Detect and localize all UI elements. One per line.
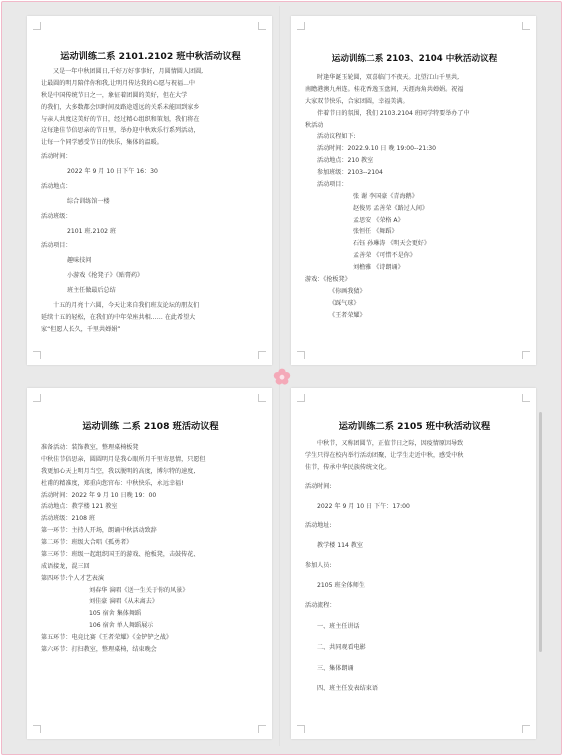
game-item: 《王者荣耀》 <box>329 311 366 319</box>
margin-corner-mark <box>33 394 41 402</box>
field-line: 参加班级：2103--2104 <box>317 169 383 176</box>
list-item: 班主任做最后总结 <box>67 287 116 294</box>
document-page-1[interactable] <box>27 16 272 365</box>
page-title: 运动训练 二系 2108 班活动议程 <box>82 421 219 432</box>
flow-step: 三、集体朗诵 <box>317 664 354 672</box>
document-page-2[interactable] <box>291 16 536 365</box>
text-line: 时逢华诞玉轮圆，双喜临门不夜天。北望江山千里共, <box>317 74 460 81</box>
field-label: 活动地点： <box>41 182 72 190</box>
text-line: 南瞻港澳九州连。桂花香逸玉盘间，天涯海角共婵娟。祝福 <box>305 85 464 93</box>
program-item: 刘橹雅 《诗朗诵》 <box>353 264 404 271</box>
text-line: 秋活动 <box>305 121 324 129</box>
text-line: 大家双节快乐，合家团圆，幸福美满。 <box>305 97 409 105</box>
margin-corner-mark <box>258 394 266 402</box>
text-line: 秋是中国传统节日之一，象征着团圆的美好，但在大学 <box>41 91 188 99</box>
text-line: 佳节，传承中华民族传统文化。 <box>305 463 391 471</box>
margin-corner-mark <box>522 394 530 402</box>
margin-corner-mark <box>258 22 266 30</box>
text-line: 准备活动：装饰教室，整理桌椅板凳 <box>41 444 139 451</box>
text-line: 杜甫的精准度，郑重向您官布：中秋快乐，永远幸福! <box>41 479 184 487</box>
margin-corner-mark <box>522 22 530 30</box>
performance-item: 105 宿舍 集体舞蹈 <box>89 610 142 618</box>
field-label: 参加人员: <box>305 562 332 570</box>
field-line: 活动班级：2108 班 <box>41 515 96 523</box>
field-line: 活动地点：210 教室 <box>317 157 374 165</box>
text-line: 让每一个同学感受节日的快乐，集体的温暖。 <box>41 139 163 147</box>
flow-step: 四、班主任发表结束语 <box>317 685 378 693</box>
text-line: 学生只得在校内举行活动团聚，让学生走近中秋，感受中秋 <box>305 451 464 459</box>
margin-corner-mark <box>33 351 41 359</box>
margin-corner-mark <box>33 725 41 733</box>
program-item: 张恒任 《舞蹈》 <box>353 228 398 236</box>
document-page-3[interactable] <box>27 388 272 739</box>
document-page-4[interactable] <box>291 388 536 739</box>
program-item: 石钰 孙琳涛 《明天会更好》 <box>353 240 430 248</box>
flow-step: 二、共同观看电影 <box>317 643 366 651</box>
program-item: 张 谢 李国豪《青海鹅》 <box>353 192 418 200</box>
page-title: 运动训练二系 2101.2102 班中秋活动议程 <box>60 51 241 62</box>
performance-item: 106 宿舍 单人舞蹈展示 <box>89 622 154 630</box>
field-label: 活动流程： <box>305 601 336 609</box>
field-label: 活动时间： <box>41 153 72 161</box>
margin-corner-mark <box>297 351 305 359</box>
program-item: 孟善荣 《可惜不是你》 <box>353 252 416 260</box>
margin-corner-mark <box>258 725 266 733</box>
field-line: 活动时间：2022.9.10 日 晚 19:00--21:30 <box>317 145 437 153</box>
list-item: 趣味技问 <box>67 257 92 265</box>
text-line: 延续十五的轻松，在我们的中年荣座共相…… 在此希望大 <box>41 313 196 321</box>
page-title: 运动训练二系 2103、2104 中秋活动议程 <box>331 54 498 64</box>
margin-corner-mark <box>297 725 305 733</box>
game-item: 《你画我猜》 <box>329 287 366 295</box>
margin-corner-mark <box>33 22 41 30</box>
field-line: 活动地点：教学楼 121 教室 <box>41 503 118 511</box>
flow-step: 一、班主任讲话 <box>317 622 360 630</box>
margin-corner-mark <box>522 725 530 733</box>
agenda-step: 第一环节：主持人开场，朗诵中秋活动致辞 <box>41 527 157 535</box>
field-label: 活动班级： <box>41 212 72 220</box>
text-line: 中秋节，又称团圆节，正值节日之际，因疫情原因导致 <box>317 440 464 447</box>
vertical-scrollbar[interactable] <box>539 412 542 652</box>
text-line: 与亲人共度这美好的节日，经过精心组织和策划，我们将在 <box>41 115 200 123</box>
field-value: 综合训练馆一楼 <box>67 197 110 205</box>
field-label: 活动项目： <box>41 242 72 250</box>
text-line: 又是一年中秋团圆日,千好万好事事好，月圆情圆人团圆, <box>53 68 204 75</box>
field-line: 活动时间：2022 年 9 月 10 日晚 19：00 <box>41 491 157 499</box>
text-line: 让最圆的明月陪伴你和我,让明月传达我的心愿与祝福...中 <box>41 79 195 87</box>
performance-item: 刘佳豪 演唱《从未离去》 <box>89 598 158 606</box>
text-line: 活动议程如下: <box>317 133 356 141</box>
page-title: 运动训练二系 2105 班中秋活动议程 <box>338 421 491 432</box>
margin-corner-mark <box>522 351 530 359</box>
field-label: 活动项目： <box>317 180 348 188</box>
agenda-step: 第二环节：班级大合唱《孤勇者》 <box>41 539 133 546</box>
text-line: 伴着节日的氛围，我们 2103.2104 班同学特要举办了中 <box>317 109 470 117</box>
flower-icon <box>272 367 292 387</box>
margin-corner-mark <box>297 394 305 402</box>
text-line: 成语接龙，混三回 <box>41 562 90 570</box>
agenda-step: 第三环节：班级一起组织国王的游戏、抢板凳，击鼓传花、 <box>41 550 200 558</box>
text-line: 的我们，大多数都会因时间及路途遥远的关系未能回到家乡 <box>41 103 200 111</box>
text-line: 家“但愿人长久，千里共婵娟” <box>41 325 121 333</box>
margin-corner-mark <box>258 351 266 359</box>
game-item: 游戏：《抢板凳》 <box>305 275 351 283</box>
game-item: 《踩气球》 <box>329 299 360 307</box>
field-value: 2022 年 9 月 10 日下午 16：30 <box>67 168 158 175</box>
program-item: 孟思安 《荣格 A》 <box>353 216 404 224</box>
field-label: 活动地址: <box>305 522 332 530</box>
agenda-step: 第六环节：打扫教室，整理桌椅，结束晚会 <box>41 645 157 653</box>
margin-corner-mark <box>297 22 305 30</box>
field-value: 2022 年 9 月 10 日 下午：17:00 <box>317 502 410 510</box>
text-line: 十五的月亮十六圆，今天让来自我们班友论坛的朋友们 <box>53 301 200 309</box>
text-line: 这每逢佳节倍思亲的节日里，举办迎中秋欢乐行系列活动， <box>41 127 200 135</box>
field-value: 教学楼 114 教室 <box>317 542 363 550</box>
text-line: 我更加心天上明月当空，我以脱明的高度，博尔特的速度, <box>41 467 196 475</box>
agenda-step: 第四环节:个人才艺表演 <box>41 574 104 582</box>
performance-item: 刘春华 演唱《送一生关于你的风景》 <box>89 586 189 594</box>
list-item: 小游戏《抢凳子》《贴膏药》 <box>67 272 144 280</box>
field-value: 2101 班.2102 班 <box>67 227 117 235</box>
program-item: 赵俊男 孟善荣《路过人间》 <box>353 204 429 212</box>
agenda-step: 第五环节：电竞比赛《王者荣耀》《金铲铲之战》 <box>41 634 173 641</box>
text-line: 中秋佳节倍思亲，圆圆明月是我心眼所月千里寄思情，只愿但 <box>41 455 206 463</box>
field-label: 活动时间: <box>305 482 332 490</box>
field-value: 2105 班全体师生 <box>317 582 365 589</box>
